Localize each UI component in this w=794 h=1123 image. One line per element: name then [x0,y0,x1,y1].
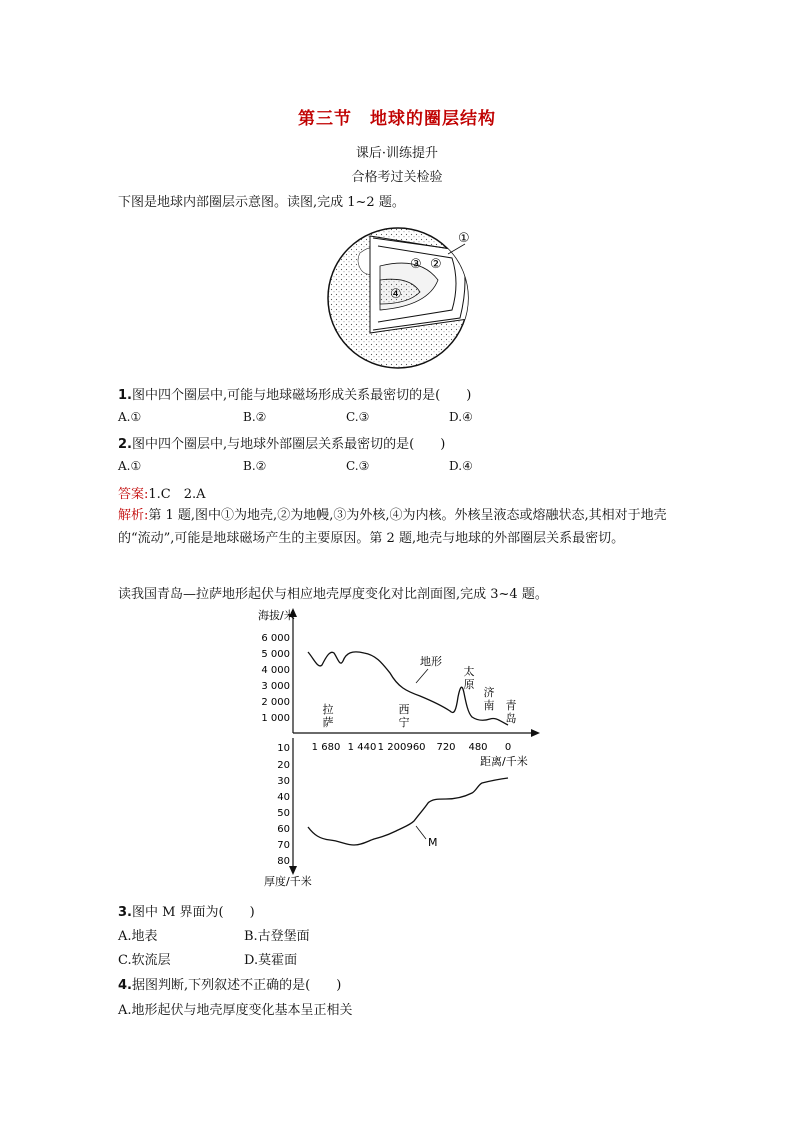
m-label: M [428,836,438,849]
y-lower-arrow [289,866,297,875]
city-lasa-char-1: 拉 [322,703,334,716]
terrain-pointer [416,669,428,683]
y-tick-40: 40 [277,792,290,803]
y-tick-20: 20 [277,760,290,771]
y-tick-70: 70 [277,840,290,851]
city-taiyuan [464,664,475,691]
y-tick-5000: 5 000 [261,649,290,660]
x-tick-480: 480 [468,742,488,753]
q1-option-b[interactable]: B.② [243,410,267,424]
city-qingdao-char-2: 岛 [505,712,517,725]
question-2-text: 图中四个圈层中,与地球外部圈层关系最密切的是( ) [131,437,446,452]
answer-line [118,483,206,502]
question-2: 2.图中四个圈层中,与地球外部圈层关系最密切的是( ) [118,437,446,452]
q2-option-d[interactable]: D.④ [449,459,473,473]
city-lasa [323,702,334,729]
question-3: 3.图中 M 界面为( ) [118,905,255,920]
x-axis-label: 距离/千米 [480,755,528,768]
q2-option-a[interactable]: A.① [118,459,142,473]
x-tick-720: 720 [436,742,456,753]
x-ticks [312,742,512,753]
q3-option-d[interactable]: D.莫霍面 [244,953,298,968]
city-lasa-char-2: 萨 [322,716,334,729]
city-xining-char-1: 西 [398,703,410,716]
q1-option-d[interactable]: D.④ [449,410,473,424]
question-4-text: 据图判断,下列叙述不正确的是( ) [131,978,342,993]
y-tick-30: 30 [277,776,290,787]
y-tick-80: 80 [277,856,290,867]
q2-option-c[interactable]: C.③ [346,459,370,473]
q1-option-c[interactable]: C.③ [346,410,370,424]
x-tick-960: 960 [406,742,426,753]
earth-interior-figure [310,218,490,373]
label-inner-core: ④ [390,287,402,302]
x-tick-1440: 1 440 [347,742,377,753]
label-crust: ① [458,231,470,246]
section-title: 第三节 地球的圈层结构 [298,109,496,129]
x-tick-0: 0 [504,742,512,753]
q3-option-a[interactable]: A.地表 [118,929,158,944]
y-tick-3000: 3 000 [261,681,290,692]
label-outer-core: ③ [410,257,422,272]
q3-option-b[interactable]: B.古登堡面 [244,929,310,944]
answer-label: 答案: [118,487,149,502]
q2-option-b[interactable]: B.② [243,459,267,473]
city-qingdao [506,698,517,725]
city-qingdao-char-1: 青 [505,699,517,712]
m-pointer [416,826,426,839]
y-tick-4000: 4 000 [261,665,290,676]
q1-option-a[interactable]: A.① [118,410,142,424]
intro-q1-2: 下图是地球内部圈层示意图。读图,完成 1~2 题。 [118,195,405,210]
y-upper-ticks [261,633,290,724]
y-tick-50: 50 [277,808,290,819]
terrain-label: 地形 [420,655,442,668]
city-xining-char-2: 宁 [398,716,410,729]
x-axis-arrow [531,729,540,737]
profile-figure [250,603,550,893]
y-tick-10: 10 [277,743,290,754]
city-taiyuan-char-1: 太 [463,665,475,678]
city-taiyuan-char-2: 原 [463,678,475,691]
y-lower-axis-label: 厚度/千米 [264,875,312,888]
subtitle-practice: 课后·训练提升 [355,146,439,161]
intro-q3-4: 读我国青岛—拉萨地形起伏与相应地壳厚度变化对比剖面图,完成 3~4 题。 [118,587,548,602]
moho-curve [308,778,508,845]
y-upper-axis-label: 海拔/米 [258,609,295,622]
city-jinan-char-1: 济 [483,686,495,699]
answer-text: 1.C 2.A [148,487,206,502]
subtitle-level: 合格考过关检验 [351,170,443,185]
y-tick-6000: 6 000 [261,633,290,644]
y-tick-1000: 1 000 [261,713,290,724]
y-tick-60: 60 [277,824,290,835]
x-tick-1200: 1 200 [377,742,407,753]
q4-option-a[interactable]: A.地形起伏与地壳厚度变化基本呈正相关 [118,1003,353,1018]
question-1: 1.图中四个圈层中,可能与地球磁场形成关系最密切的是( ) [118,388,472,403]
x-tick-1680: 1 680 [311,742,341,753]
city-jinan-char-2: 南 [483,699,495,712]
question-3-text: 图中 M 界面为( ) [131,905,255,920]
analysis-label: 解析: [118,508,149,523]
analysis-text: 第 1 题,图中①为地壳,②为地幔,③为外核,④为内核。外核呈液态或熔融状态,其相对于地壳的“流动”,可能是地球磁场产生的主要原因。第 2 题,地壳与地球的外部圈层关系最密切。 [118,508,667,546]
analysis-block [118,504,678,550]
question-1-text: 图中四个圈层中,可能与地球磁场形成关系最密切的是( ) [131,388,472,403]
city-jinan [484,685,495,712]
y-tick-2000: 2 000 [261,697,290,708]
q3-option-c[interactable]: C.软流层 [118,953,171,968]
y-lower-ticks [277,743,290,867]
city-xining [399,703,410,729]
label-mantle: ② [430,257,442,272]
question-4: 4.据图判断,下列叙述不正确的是( ) [118,978,342,993]
